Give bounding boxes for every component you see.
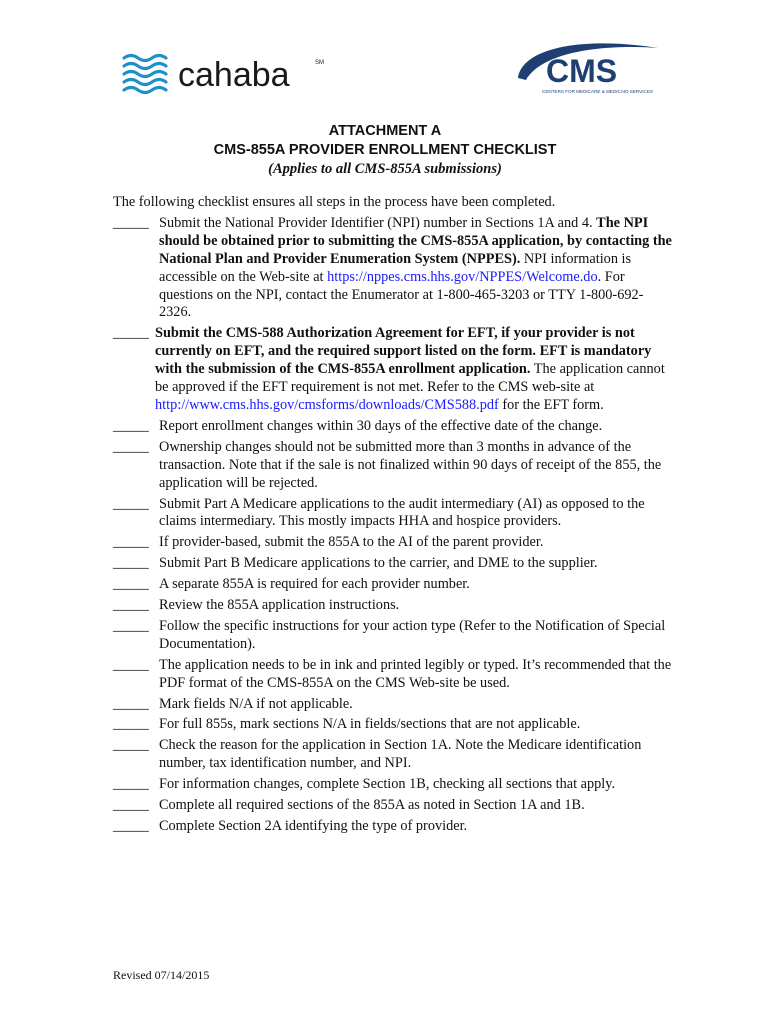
checkbox-blank: _____ — [113, 597, 149, 614]
checklist-item-text: Report enrollment changes within 30 days of the effective date of the change. — [159, 417, 603, 434]
checklist-item — [113, 818, 673, 836]
checklist-item — [113, 576, 673, 594]
checklist-item-text: For information changes, complete Section 1B, checking all sections that apply. — [159, 776, 616, 793]
intro-text: The following checklist ensures all steps in the process have been completed. — [113, 194, 556, 210]
checkbox-blank: _____ — [113, 617, 149, 634]
checklist-item-text: For full 855s, mark sections N/A in fields/sections that are not applicable. — [159, 716, 581, 733]
checklist-item-text: Ownership changes should not be submitted more than 3 months in advance of the transaction. Note that if the sale is not finalized within 90 days of receipt of the 855, the application will be rejected. — [159, 438, 662, 491]
cahaba-wave-icon — [124, 56, 166, 93]
checklist-item-text: Submit the CMS-588 Authorization Agreement for EFT, if your provider is not currently on EFT, and the required support listed on the form. EFT is mandatory with the submission of the CMS-855A enrollment application. The application cannot be approved if the EFT requirement is not met. Refer to the CMS web-site at http://www.cms.hhs.gov/cmsforms/downloads/CMS588.pdf for the EFT form. — [155, 325, 665, 413]
checkbox-blank: _____ — [113, 576, 149, 593]
checklist-item-text: The application needs to be in ink and printed legibly or typed. It’s recommended that the PDF format of the CMS-855A on the CMS Web-site be used. — [159, 656, 672, 691]
attachment-heading: ATTACHMENT A — [328, 123, 442, 139]
cahaba-logo — [118, 48, 330, 98]
checklist-item-text: Submit the National Provider Identifier (NPI) number in Sections 1A and 4. The NPI should be obtained prior to submitting the CMS-855A application, by contacting the National Plan and Provider Enumeration System (NPPES). NPI information is accessible on the Web-site at https://nppes.cms.hhs.gov/NPPES/Welcome.do. For questions on the NPI, contact the Enumerator at 1-800-465-3203 or TTY 1-800-692-2326. — [159, 214, 672, 321]
checkbox-blank: _____ — [113, 438, 149, 455]
checkbox-blank: _____ — [113, 555, 149, 572]
checkbox-blank: _____ — [113, 776, 149, 793]
checklist-item-text: A separate 855A is required for each provider number. — [159, 576, 470, 593]
checkbox-blank: _____ — [113, 695, 149, 712]
checklist-item — [113, 555, 673, 573]
checklist-item — [113, 797, 673, 815]
cahaba-wordmark: cahaba — [178, 56, 290, 94]
checklist-item — [113, 325, 673, 415]
checklist-item-text: Review the 855A application instructions. — [159, 597, 400, 614]
checklist-item-text: Check the reason for the application in Section 1A. Note the Medicare identification number, tax identification number, and NPI. — [159, 737, 642, 772]
cms-logo — [512, 38, 664, 100]
checklist-item — [113, 418, 673, 436]
checkbox-blank: _____ — [113, 417, 149, 434]
checklist-item — [113, 776, 673, 794]
checkbox-blank: _____ — [113, 818, 149, 834]
checklist-item-text: Submit Part B Medicare applications to the carrier, and DME to the supplier. — [159, 555, 598, 572]
checkbox-blank: _____ — [113, 325, 149, 342]
document-header — [0, 122, 770, 179]
checklist-item — [113, 657, 673, 693]
checklist-item — [113, 496, 673, 532]
checklist-item — [113, 716, 673, 734]
checklist-item — [113, 215, 673, 322]
checklist-item-text: Submit Part A Medicare applications to the audit intermediary (AI) as opposed to the claims intermediary. This mostly impacts HHA and hospice providers. — [159, 495, 645, 530]
checklist-item-text: Complete all required sections of the 855A as noted in Section 1A and 1B. — [159, 797, 585, 814]
checkbox-blank: _____ — [113, 716, 149, 733]
checklist-item — [113, 534, 673, 552]
checklist-item — [113, 737, 673, 773]
checklist-item — [113, 439, 673, 493]
nppes-link[interactable]: https://nppes.cms.hhs.gov/NPPES/Welcome.do — [327, 268, 598, 285]
checklist-body — [113, 194, 673, 839]
checkbox-blank: _____ — [113, 214, 149, 231]
checklist-item — [113, 618, 673, 654]
checklist-item-text: If provider-based, submit the 855A to the AI of the parent provider. — [159, 534, 544, 551]
checkbox-blank: _____ — [113, 737, 149, 754]
revision-date: Revised 07/14/2015 — [113, 968, 210, 982]
checklist-title: CMS-855A PROVIDER ENROLLMENT CHECKLIST — [213, 142, 557, 158]
cms-tagline: CENTERS FOR MEDICARE & MEDICAID SERVICES — [542, 89, 653, 94]
checklist-item-text: Complete Section 2A identifying the type of provider. — [159, 818, 468, 834]
checklist-item-text: Mark fields N/A if not applicable. — [159, 695, 353, 712]
checkbox-blank: _____ — [113, 495, 149, 512]
cms588-link[interactable]: http://www.cms.hhs.gov/cmsforms/downloads/CMS588.pdf — [155, 396, 499, 413]
checkbox-blank: _____ — [113, 797, 149, 814]
checklist-item-text: Follow the specific instructions for your action type (Refer to the Notification of Special Documentation). — [159, 617, 666, 652]
checklist-item — [113, 696, 673, 714]
checklist-item — [113, 597, 673, 615]
checkbox-blank: _____ — [113, 534, 149, 551]
cahaba-service-mark: SM — [315, 60, 324, 66]
checklist-subtitle: (Applies to all CMS-855A submissions) — [268, 161, 502, 177]
cms-wordmark: CMS — [546, 53, 618, 89]
checkbox-blank: _____ — [113, 656, 149, 673]
